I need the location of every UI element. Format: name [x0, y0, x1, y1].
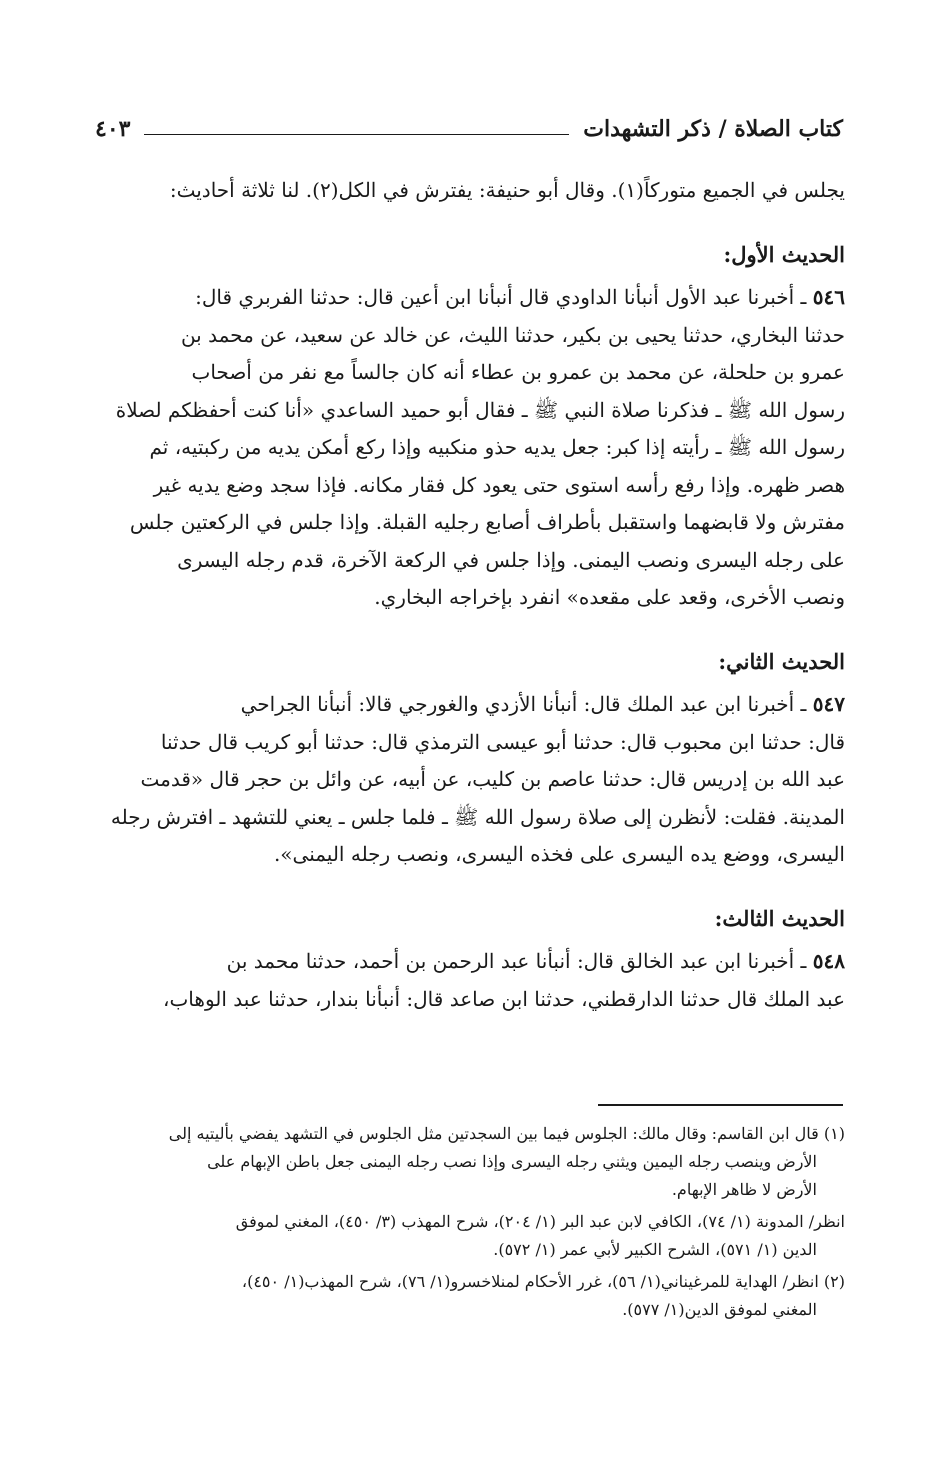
hadith-1-line: رسول الله ﷺ ـ فذكرنا صلاة النبي ﷺ ـ فقال أبو حميد الساعدي «أنا كنت أحفظكم لصلاة — [115, 397, 845, 422]
footnote-1-line: الأرض لا ظاهر الإبهام. — [671, 1180, 817, 1199]
footnote-1-line: الأرض وينصب رجله اليمين ويثني رجله اليسرى وإذا نصب رجله اليمنى جعل باطن الإبهام على — [207, 1152, 817, 1171]
running-header — [95, 112, 843, 146]
hadith-3-heading: الحديث الثالث: — [714, 905, 845, 931]
hadith-1-line: ٥٤٦ ـ أخبرنا عبد الأول أنبأنا الداودي قال أنبأنا ابن أعين قال: حدثنا الفربري قال: — [195, 285, 845, 309]
footnote-1-refs: الدين (١/ ٥٧١)، الشرح الكبير لأبي عمر (١/ ٥٧٢). — [493, 1240, 817, 1259]
hadith-2-line: ٥٤٧ ـ أخبرنا ابن عبد الملك قال: أنبأنا الأزدي والغورجي قالا: أنبأنا الجراحي — [240, 692, 845, 716]
page-number: ٤٠٣ — [95, 116, 131, 142]
hadith-2-line: المدينة. فقلت: لأنظرن إلى صلاة رسول الله ﷺ ـ فلما جلس ـ يعني للتشهد ـ افترش رجله — [110, 804, 845, 829]
hadith-2-line: قال: حدثنا ابن محبوب قال: حدثنا أبو عيسى الترمذي قال: حدثنا أبو كريب قال حدثنا — [160, 729, 845, 754]
hadith-1-line: حدثنا البخاري، حدثنا يحيى بن بكير، حدثنا الليث، عن خالد عن سعيد، عن محمد بن — [180, 322, 845, 347]
footnote-2-line: (٢) انظر/ الهداية للمرغيناني(١/ ٥٦)، غرر الأحكام لمنلاخسرو(١/ ٧٦)، شرح المهذب(١/ ٤٥٠)، — [241, 1272, 845, 1291]
hadith-1-line: عمرو بن حلحلة، عن محمد بن عمرو بن عطاء أنه كان جالساً مع نفر من أصحاب — [191, 360, 845, 384]
hadith-1-line: مفترش ولا قابضهما واستقبل بأطراف أصابع رجليه القبلة. وإذا جلس في الركعتين جلس — [129, 510, 845, 534]
hadith-1-heading: الحديث الأول: — [723, 241, 845, 267]
hadith-3-line: عبد الملك قال حدثنا الدارقطني، حدثنا ابن صاعد قال: أنبأنا بندار، حدثنا عبد الوهاب، — [163, 986, 845, 1011]
hadith-2-line: عبد الله بن إدريس قال: حدثنا عاصم بن كليب، عن أبيه، عن وائل بن حجر قال «قدمت — [140, 767, 845, 791]
footnote-2-line: المغني لموفق الدين(١/ ٥٧٧). — [622, 1300, 817, 1319]
hadith-2-heading: الحديث الثاني: — [718, 648, 845, 674]
hadith-1-line: ونصب الأخرى، وقعد على مقعده» انفرد بإخراجه البخاري. — [374, 585, 845, 609]
intro-line: يجلس في الجميع متوركاً(١). وقال أبو حنيفة: يفترش في الكل(٢). لنا ثلاثة أحاديث: — [169, 178, 845, 202]
hadith-1-line: رسول الله ﷺ ـ رأيته إذا كبر: جعل يديه حذو منكبيه وإذا ركع أمكن يديه من ركبتيه، ثم — [149, 435, 845, 459]
footnote-2-marker: (٢) — [823, 1272, 845, 1291]
header-rule — [144, 134, 569, 135]
hadith-3-number: ٥٤٨ — [812, 949, 845, 973]
footnote-1-marker: (١) — [823, 1124, 845, 1143]
footnote-1-refs: انظر/ المدونة (١/ ٧٤)، الكافي لابن عبد البر (١/ ٢٠٤)، شرح المهذب (٣/ ٤٥٠)، المغني لموفق — [235, 1212, 845, 1231]
footnotes — [95, 1120, 845, 1324]
hadith-2-number: ٥٤٧ — [812, 692, 845, 716]
hadith-1-line: على رجله اليسرى ونصب اليمنى. وإذا جلس في الركعة الآخرة، قدم رجله اليسرى — [177, 547, 845, 572]
footnote-separator — [598, 1104, 843, 1106]
hadith-3-line: ٥٤٨ ـ أخبرنا ابن عبد الخالق قال: أنبأنا عبد الرحمن بن أحمد، حدثنا محمد بن — [226, 949, 845, 973]
hadith-1-number: ٥٤٦ — [812, 285, 845, 309]
hadith-2-line: اليسرى، ووضع يده اليسرى على فخذه اليسرى، ونصب رجله اليمنى». — [273, 842, 845, 866]
main-text — [95, 172, 845, 1018]
hadith-1-line: هصر ظهره. وإذا رفع رأسه استوى حتى يعود كل فقار مكانه. فإذا سجد وضع يديه غير — [153, 472, 845, 497]
footnote-1-line: (١) قال ابن القاسم: وقال مالك: الجلوس فيما بين السجدتين مثل الجلوس في التشهد يفضي بأليتيه إلى — [168, 1124, 845, 1143]
header-title: كتاب الصلاة / ذكر التشهدات — [583, 116, 843, 142]
